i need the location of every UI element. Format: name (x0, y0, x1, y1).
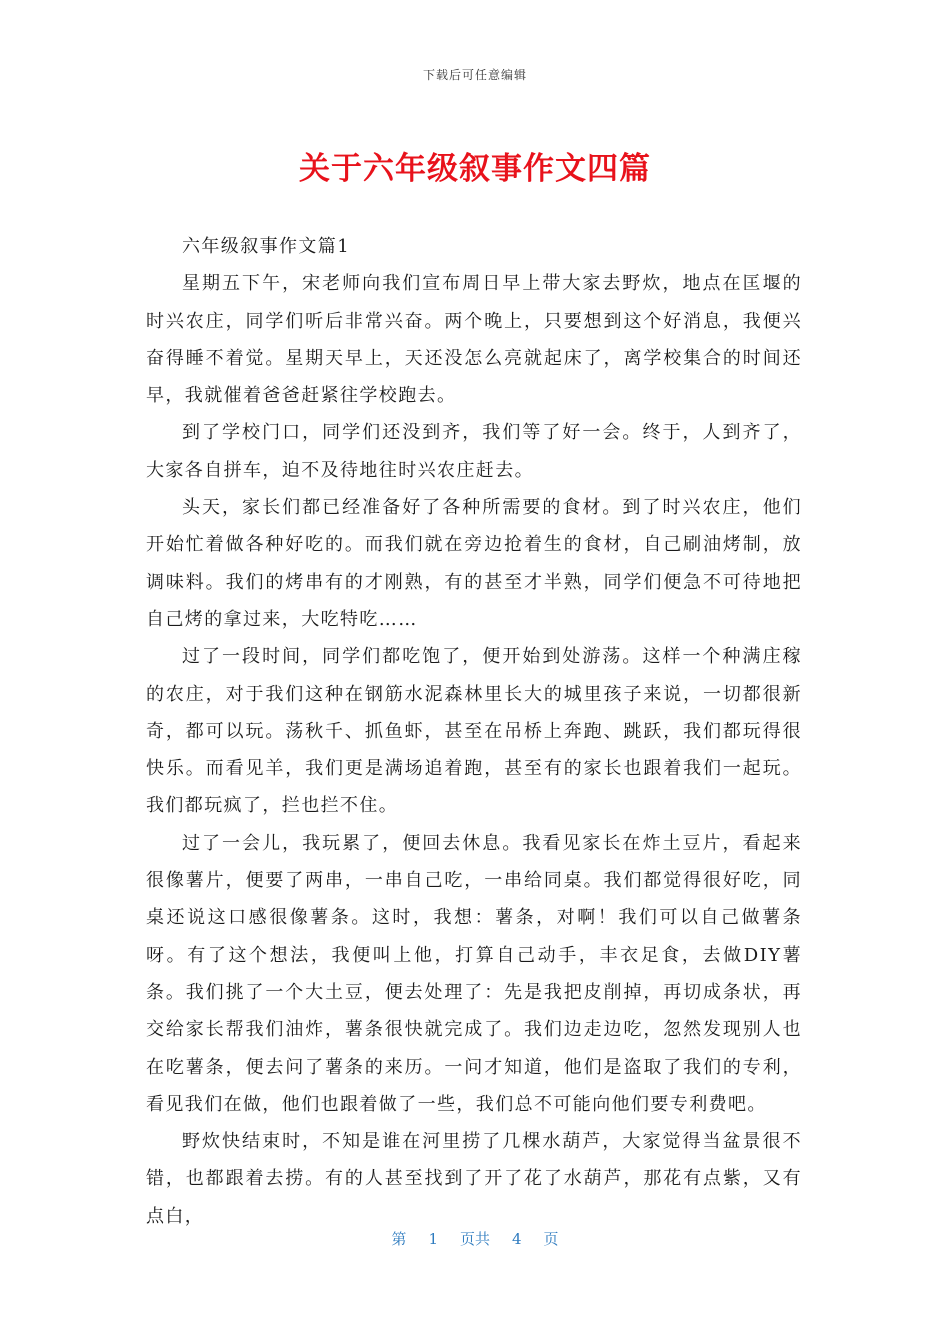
document-title: 关于六年级叙事作文四篇 (299, 151, 651, 187)
paragraph-1: 星期五下午，宋老师向我们宣布周日早上带大家去野炊，地点在匡堰的时兴农庄，同学们听后非常兴奋。两个晚上，只要想到这个好消息，我便兴奋得睡不着觉。星期天早上，天还没怎么亮就起床了，离学校集合的时间还早，我就催着爸爸赶紧往学校跑去。 (146, 273, 802, 407)
document-body (146, 228, 802, 1235)
footer-total-pages: 4 (512, 1230, 522, 1248)
paragraph-6: 野炊快结束时，不知是谁在河里捞了几棵水葫芦，大家觉得当盆景很不错，也都跟着去捞。有的人甚至找到了开了花了水葫芦，那花有点紫，又有点白， (146, 1131, 802, 1227)
paragraph-3: 头天，家长们都已经准备好了各种所需要的食材。到了时兴农庄，他们开始忙着做各种好吃的。而我们就在旁边抢着生的食材，自己刷油烤制，放调味料。我们的烤串有的才刚熟，有的甚至才半熟，同学们便急不可待地把自己烤的拿过来，大吃特吃…… (146, 497, 802, 630)
paragraph-2: 到了学校门口，同学们还没到齐，我们等了好一会。终于，人到齐了，大家各自拼车，迫不及待地往时兴农庄赶去。 (146, 422, 802, 481)
paragraph-4: 过了一段时间，同学们都吃饱了，便开始到处游荡。这样一个种满庄稼的农庄，对于我们这种在钢筋水泥森林里长大的城里孩子来说，一切都很新奇，都可以玩。荡秋千、抓鱼虾，甚至在吊桥上奔跑、跳跃，我们都玩得很快乐。而看见羊，我们更是满场追着跑，甚至有的家长也跟着我们一起玩。我们都玩疯了，拦也拦不住。 (146, 646, 802, 817)
footer-suffix: 页 (543, 1230, 559, 1248)
section-heading: 六年级叙事作文篇1 (182, 236, 351, 257)
footer-middle: 页共 (459, 1230, 490, 1248)
paragraph-5: 过了一会儿，我玩累了，便回去休息。我看见家长在炸土豆片，看起来很像薯片，便要了两串，一串自己吃，一串给同桌。我们都觉得很好吃，同桌还说这口感很像薯条。这时，我想：薯条，对啊！我们可以自己做薯条呀。有了这个想法，我便叫上他，打算自己动手，丰衣足食，去做DIY薯条。我们挑了一个大土豆，便去处理了：先是我把皮削掉，再切成条状，再交给家长帮我们油炸，薯条很快就完成了。我们边走边吃，忽然发现别人也在吃薯条，便去问了薯条的来历。一问才知道，他们是盗取了我们的专利，看见我们在做，他们也跟着做了一些，我们总不可能向他们要专利费吧。 (146, 832, 802, 1115)
footer-current-page: 1 (428, 1230, 438, 1248)
footer-prefix: 第 (391, 1230, 407, 1248)
page-header-note: 下载后可任意编辑 (422, 68, 527, 82)
page-footer (0, 1228, 950, 1249)
